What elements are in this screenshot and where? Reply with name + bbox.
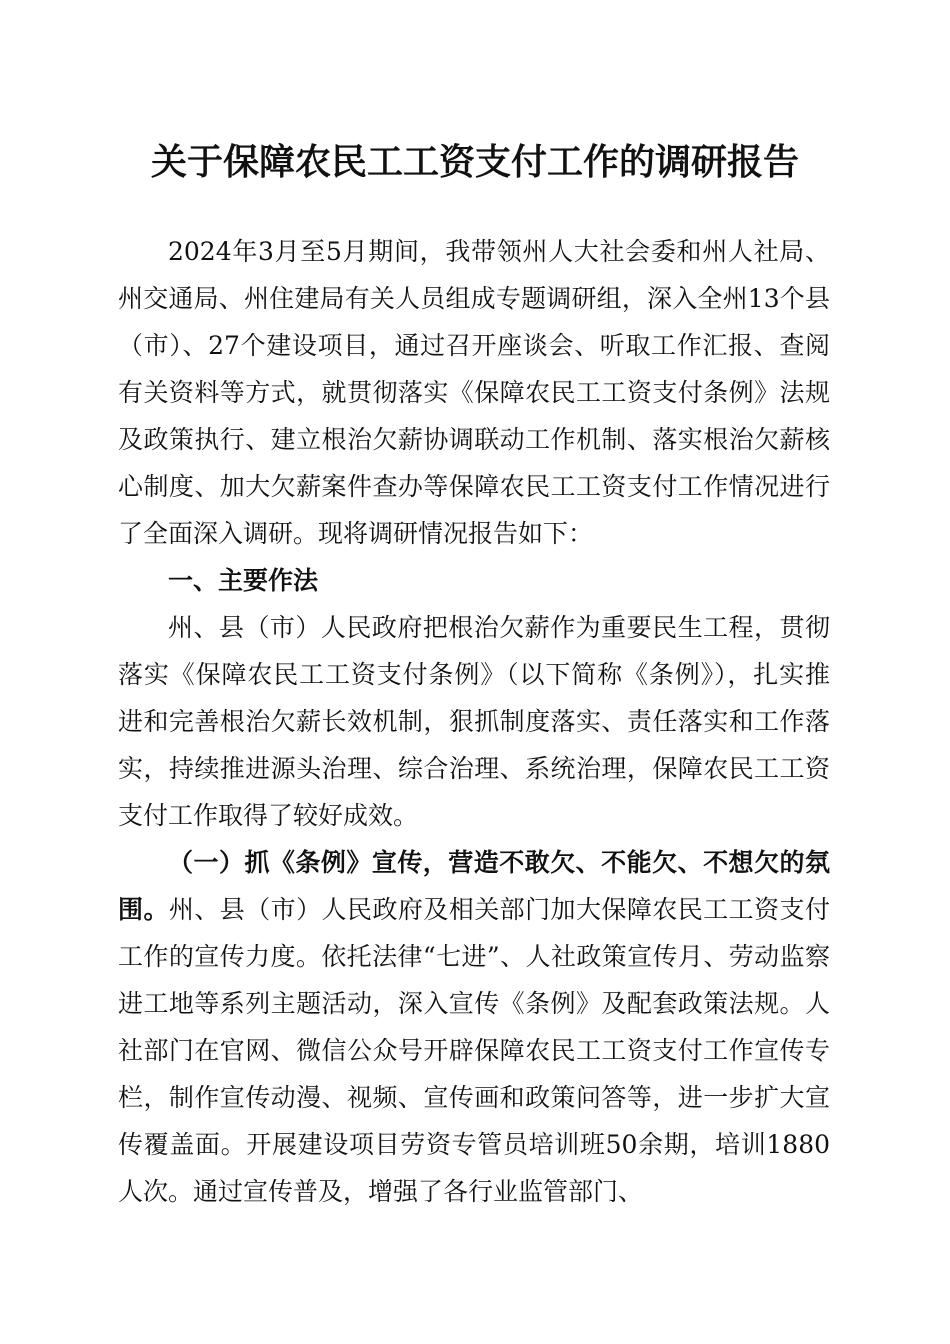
- document-title: 关于保障农民工工资支付工作的调研报告: [150, 141, 799, 183]
- document-body: [118, 228, 830, 1215]
- section-heading: 一、主要作法: [168, 566, 319, 595]
- section-paragraph: 州、县（市）人民政府把根治欠薪作为重要民生工程，贯彻落实《保障农民工工资支付条例》（以下简称《条例》），扎实推进和完善根治欠薪长效机制，狠抓制度落实、责任落实和工作落实，持续推进源头治理、综合治理、系统治理，保障农民工工资支付工作取得了较好成效。: [118, 613, 830, 830]
- subsection-heading: （一）抓《条例》宣传，营造不敢欠、不能欠、不想欠的氛围。: [118, 848, 830, 924]
- subsection-body: 州、县（市）人民政府及相关部门加大保障农民工工资支付工作的宣传力度。依托法律“七进”、人社政策宣传月、劳动监察进工地等系列主题活动，深入宣传《条例》及配套政策法规。人社部门在官网、微信公众号开辟保障农民工工资支付工作宣传专栏，制作宣传动漫、视频、宣传画和政策问答等，进一步扩大宣传覆盖面。开展建设项目劳资专管员培训班50余期，培训1880人次。通过宣传普及，增强了各行业监管部门、: [118, 895, 830, 1206]
- intro-paragraph: 2024年3月至5月期间，我带领州人大社会委和州人社局、州交通局、州住建局有关人员组成专题调研组，深入全州13个县（市）、27个建设项目，通过召开座谈会、听取工作汇报、查阅有关资料等方式，就贯彻落实《保障农民工工资支付条例》法规及政策执行、建立根治欠薪协调联动工作机制、落实根治欠薪核心制度、加大欠薪案件查办等保障农民工工资支付工作情况进行了全面深入调研。现将调研情况报告如下：: [118, 237, 830, 548]
- subsection-paragraph: [118, 839, 830, 1215]
